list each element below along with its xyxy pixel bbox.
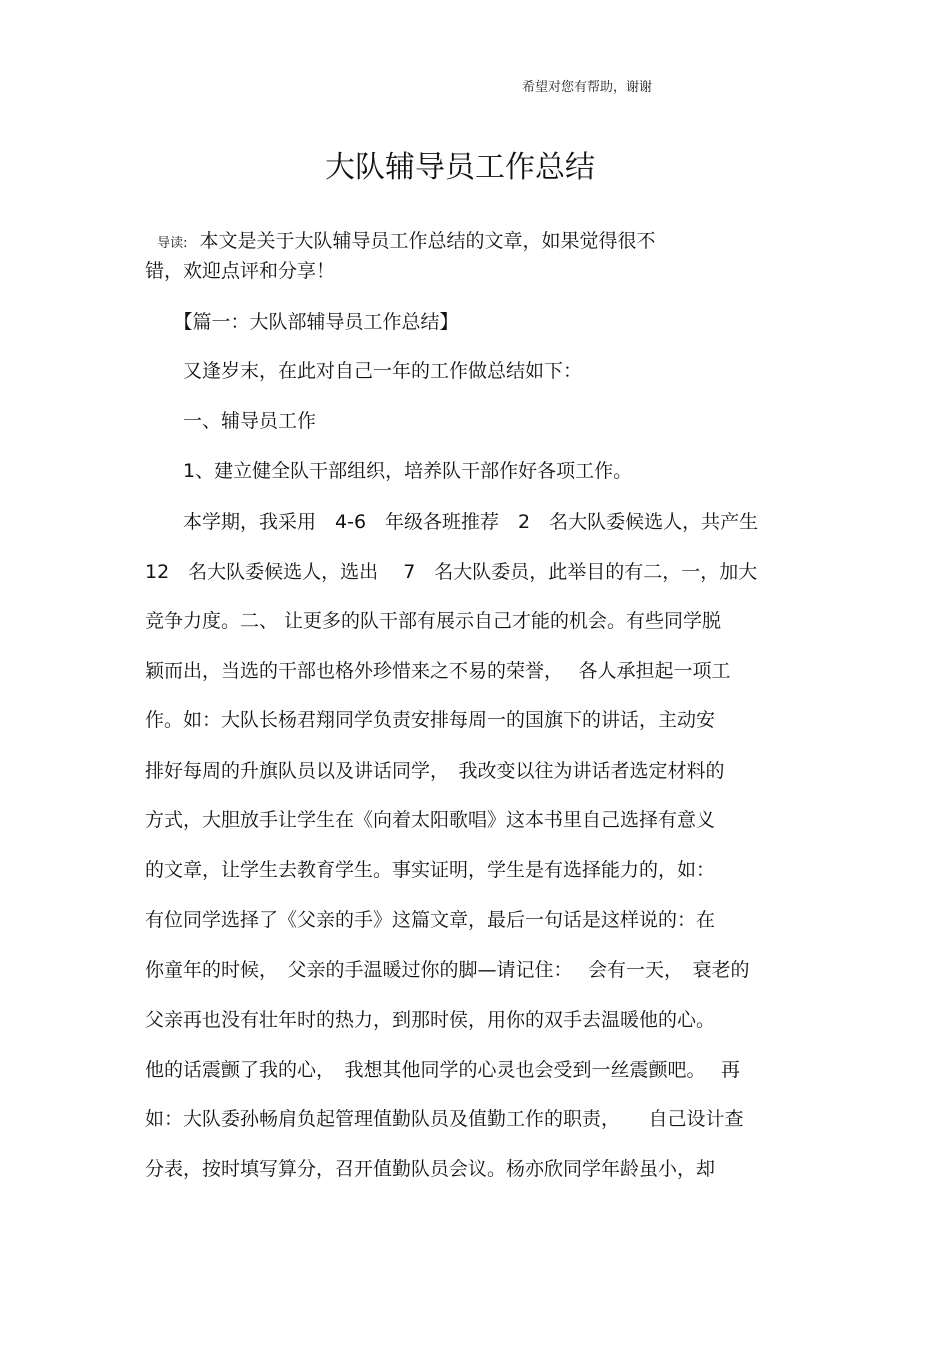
intro-line-2: 错，欢迎点评和分享！ xyxy=(145,260,336,282)
body-line: 你童年的时候， 父亲的手温暖过你的脚—请记住： 会有一天， 衰老的 xyxy=(145,959,750,981)
body-line: 他的话震颤了我的心， 我想其他同学的心灵也会受到一丝震颤吧。 再 xyxy=(145,1059,741,1081)
body-line: 作。如：大队长杨君翔同学负责安排每周一的国旗下的讲话，主动安 xyxy=(145,709,716,731)
body-line: 本学期，我采用 4-6 年级各班推荐 2 名大队委候选人，共产生 xyxy=(145,511,759,533)
document-title: 大队辅导员工作总结 xyxy=(325,150,595,185)
body-line: 如：大队委孙畅肩负起管理值勤队员及值勤工作的职责， 自己设计查 xyxy=(145,1108,744,1130)
body-line: 1、建立健全队干部组织，培养队干部作好各项工作。 xyxy=(145,460,633,482)
body-line: 方式，大胆放手让学生在《向着太阳歌唱》这本书里自己选择有意义 xyxy=(145,809,716,831)
body-line: 12 名大队委候选人，选出 7 名大队委员，此举目的有二，一，加大 xyxy=(145,561,758,583)
body-line: 有位同学选择了《父亲的手》这篇文章，最后一句话是这样说的：在 xyxy=(145,909,716,931)
body-line: 一、辅导员工作 xyxy=(145,410,317,432)
body-line: 颖而出，当选的干部也格外珍惜来之不易的荣誉， 各人承担起一项工 xyxy=(145,660,731,682)
intro-label: 导读: xyxy=(157,236,188,251)
body-line: 的文章，让学生去教育学生。事实证明，学生是有选择能力的，如： xyxy=(145,859,716,881)
body-line: 【篇一：大队部辅导员工作总结】 xyxy=(145,311,459,333)
body-line: 父亲再也没有壮年时的热力，到那时侯，用你的双手去温暖他的心。 xyxy=(145,1009,716,1031)
intro-line-1 xyxy=(145,204,656,253)
body-line: 分表，按时填写算分，召开值勤队员会议。杨亦欣同学年龄虽小，却 xyxy=(145,1158,716,1180)
body-line: 又逢岁末，在此对自己一年的工作做总结如下： xyxy=(145,360,583,382)
body-line: 竞争力度。二、 让更多的队干部有展示自己才能的机会。有些同学脱 xyxy=(145,610,722,632)
header-note: 希望对您有帮助，谢谢 xyxy=(522,80,653,95)
intro-text: 本文是关于大队辅导员工作总结的文章，如果觉得很不 xyxy=(199,230,656,252)
body-line: 排好每周的升旗队员以及讲话同学， 我改变以往为讲话者选定材料的 xyxy=(145,760,725,782)
